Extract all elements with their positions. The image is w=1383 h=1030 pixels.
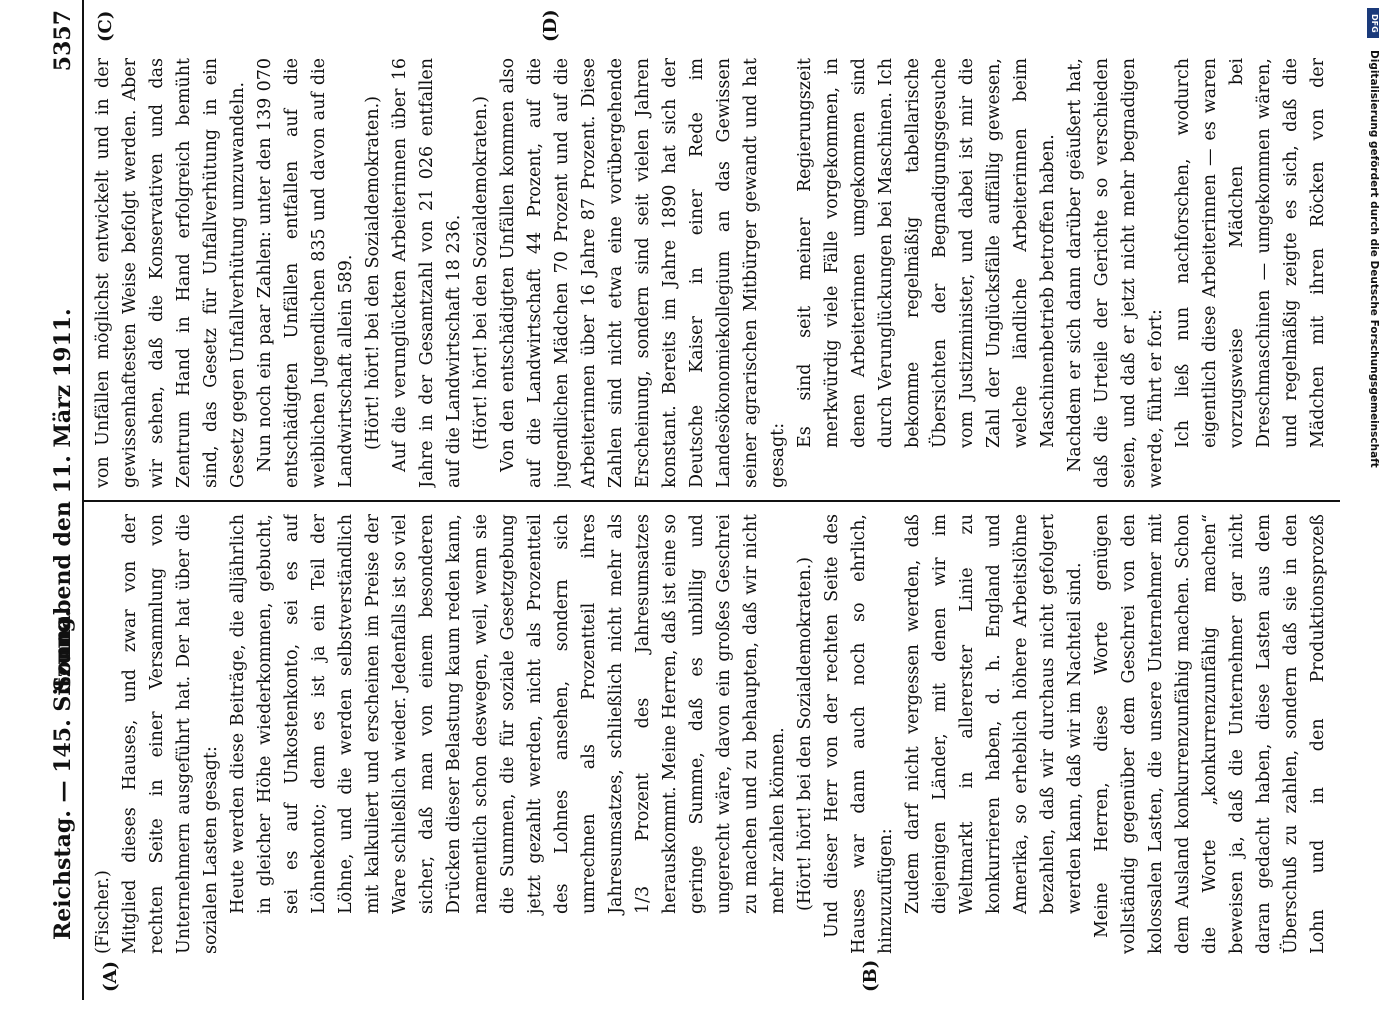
- header-left: Reichstag. — 145. Sitzung.: [50, 609, 76, 940]
- interjection: (Hört! hört! bei den Sozialdemokraten.): [471, 95, 491, 451]
- margin-mark-c: (C): [95, 10, 116, 42]
- paragraph: Und dieser Herr von der rechten Seite des Hauses war dann auch noch so ehrlich, hinzuzufügen:: [822, 514, 896, 954]
- digitization-credit: [1362, 10, 1380, 990]
- paragraph: Meine Herren, diese Worte genügen vollständig gegenüber dem Geschrei von den kolossalen Lasten, die unsere Unternehmer mit dem Ausland konkurrenzunfähig machen. Schon die Worte „konkurrenzunfähig machen“ beweisen ja, daß die Unternehmer gar nicht daran gedacht haben, diese Lasten aus dem Überschuß zu zahlen, sondern daß sie in den Lohn und in den Produktionsprozeß: [1092, 514, 1328, 954]
- paragraph: Auf die verunglückten Arbeiterinnen über 16 Jahre in der Gesamtzahl von 21 026 entfallen auf die Landwirtschaft 18 236.: [390, 58, 464, 488]
- paragraph: von Unfällen möglichst entwickelt und in der gewissenhaftesten Weise befolgt werden. Aber wir sehen, daß die Konservativen und das Zentrum Hand in Hand erfolgreich bemüht sind, das Gesetz für Unfallverhütung in ein Gesetz gegen Unfallverhütung umzuwandeln.: [93, 58, 248, 488]
- margin-mark-d: (D): [540, 9, 561, 42]
- paragraph: (Fischer.): [93, 870, 113, 954]
- interjection: (Hört! hört! bei den Sozialdemokraten.): [363, 95, 383, 451]
- rotated-page: [40, 0, 1340, 1000]
- quote-paragraph: Ich ließ nun nachforschen, wodurch eigentlich diese Arbeiterinnen — es waren vorzugsweise Mädchen bei Dreschmaschinen — umgekommen wären, und regelmäßig zeigte es sich, daß die Mädchen mit ihren Röcken von der: [1173, 58, 1328, 448]
- margin-mark-a: (A): [100, 961, 121, 992]
- dfg-logo: DFG: [1367, 8, 1379, 38]
- margin-mark-b: (B): [860, 959, 881, 992]
- header-date: Sonnabend den 11. März 1911.: [50, 308, 76, 692]
- right-column: [90, 58, 1330, 488]
- quote-paragraph: Heute werden diese Beiträge, die alljährlich in gleicher Höhe wiederkommen, gebucht, sei es auf Unkostenkonto, sei es auf Löhnekonto; denn es ist ja ein Teil der Löhne, und die werden selbstverständlich mit kalkuliert und erscheinen im Preise der Ware schließlich wieder. Jedenfalls ist so viel sicher, daß man von einem besonderen Drücken dieser Belastung kaum reden kann, namentlich schon deswegen, weil, wenn sie die Summen, die für soziale Gesetzgebung jetzt gezahlt werden, nicht als Prozentteil des Lohnes ansehen, sondern sich umrechnen als Prozentteil ihres Jahresumsatzes, schließlich nicht mehr als 1/3 Prozent des Jahresumsatzes herauskommt. Meine Herren, daß ist eine so geringe Summe, daß es unbillig und ungerecht wäre, davon ein großes Geschrei zu machen und zu behaupten, daß wir nicht mehr zahlen können.: [228, 514, 788, 914]
- paragraph: Von den entschädigten Unfällen kommen also auf die Landwirtschaft 44 Prozent, auf die jugendlichen Mädchen 70 Prozent und auf die Arbeiterinnen über 16 Jahre 87 Prozent. Diese Zahlen sind nicht etwa eine vorübergehende Erscheinung, sondern sind seit vielen Jahren konstant. Bereits im Jahre 1890 hat sich der Deutsche Kaiser in einer Rede im Landesökonomiekollegium an das Gewissen seiner agrarischen Mitbürger gewandt und hat gesagt:: [498, 58, 788, 488]
- paragraph: Nun noch ein paar Zahlen: unter den 139 070 entschädigten Unfällen entfallen auf die weiblichen Jugendlichen 835 und davon auf die Landwirtschaft allein 589.: [255, 58, 356, 488]
- page-header: [40, 0, 80, 1000]
- credit-text: Digitalisierung gefördert durch die Deutsche Forschungsgemeinschaft: [1368, 50, 1380, 468]
- quote-paragraph: Zudem darf nicht vergessen werden, daß diejenigen Länder, mit denen wir im Weltmarkt in allererster Linie zu konkurrieren haben, d. h. England und Amerika, so erheblich höhere Arbeitslöhne bezahlen, daß wir durchaus nicht gefolgert werden kann, daß wir im Nachteil sind.: [903, 514, 1085, 914]
- quote-paragraph: Es sind seit meiner Regierungszeit merkwürdig viele Fälle vorgekommen, in denen Arbeiterinnen umgekommen sind durch Verunglückungen bei Maschinen. Ich bekomme regelmäßig tabellarische Übersichten der Begnadigungsgesuche vom Justizminister, und dabei ist mir die Zahl der Unglücksfälle auffällig gewesen, welche ländliche Arbeiterinnen beim Maschinenbetrieb betroffen haben.: [795, 58, 1058, 448]
- interjection: (Hört! hört! bei den Sozialdemokraten.): [795, 556, 815, 912]
- column-divider: [84, 500, 1340, 502]
- paragraph: Nachdem er sich dann darüber geäußert hat, daß die Urteile der Gerichte so verschieden seien, und daß er jetzt nicht mehr begnadigen werde, führt er fort:: [1065, 58, 1166, 488]
- left-column: [90, 514, 1330, 954]
- page-number: 5357: [50, 10, 76, 72]
- paragraph: Mitglied dieses Hauses, und zwar von der rechten Seite in einer Versammlung von Unternehmern ausgeführt hat. Der hat über die sozialen Lasten gesagt:: [120, 514, 221, 954]
